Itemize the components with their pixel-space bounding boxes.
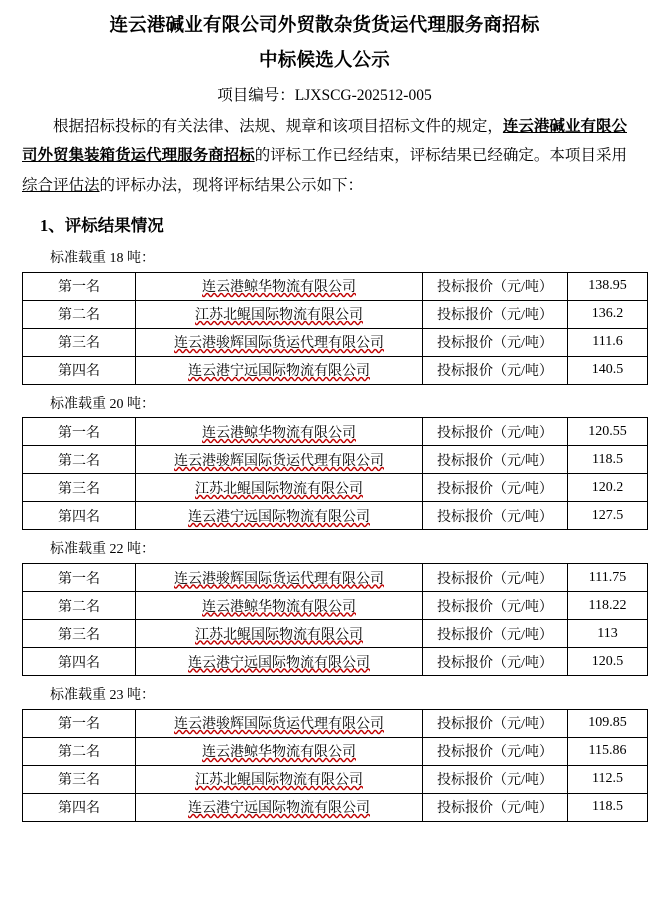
intro-text-emphasis1: 连云港碱业有限公司外贸集装箱货运代理服务商招标 bbox=[22, 117, 627, 165]
rank-cell: 第一名 bbox=[23, 709, 136, 737]
result-group bbox=[22, 395, 627, 531]
company-cell: 江苏北鲲国际物流有限公司 bbox=[136, 300, 423, 328]
result-group bbox=[22, 686, 627, 822]
intro-paragraph bbox=[22, 112, 627, 201]
group-label: 标准载重 22 吨： bbox=[50, 542, 155, 558]
company-cell: 连云港宁远国际物流有限公司 bbox=[136, 793, 423, 821]
table-row bbox=[23, 564, 648, 592]
rank-cell: 第一名 bbox=[23, 418, 136, 446]
page-subtitle: 中标候选人公示 bbox=[259, 50, 390, 71]
metric-cell: 投标报价（元/吨） bbox=[423, 620, 568, 648]
metric-cell: 投标报价（元/吨） bbox=[423, 328, 568, 356]
price-cell: 120.5 bbox=[568, 648, 648, 676]
results-table bbox=[22, 563, 648, 676]
metric-cell: 投标报价（元/吨） bbox=[423, 709, 568, 737]
price-cell: 136.2 bbox=[568, 300, 648, 328]
table-row bbox=[23, 709, 648, 737]
table-row bbox=[23, 300, 648, 328]
price-cell: 109.85 bbox=[568, 709, 648, 737]
metric-cell: 投标报价（元/吨） bbox=[423, 737, 568, 765]
table-row bbox=[23, 446, 648, 474]
price-cell: 113 bbox=[568, 620, 648, 648]
metric-cell: 投标报价（元/吨） bbox=[423, 564, 568, 592]
rank-cell: 第三名 bbox=[23, 765, 136, 793]
rank-cell: 第四名 bbox=[23, 648, 136, 676]
table-row bbox=[23, 793, 648, 821]
intro-text-part3: 的评标办法，现将评标结果公示如下： bbox=[99, 177, 364, 195]
table-row bbox=[23, 620, 648, 648]
price-cell: 120.2 bbox=[568, 474, 648, 502]
metric-cell: 投标报价（元/吨） bbox=[423, 356, 568, 384]
metric-cell: 投标报价（元/吨） bbox=[423, 502, 568, 530]
company-cell: 连云港宁远国际物流有限公司 bbox=[136, 502, 423, 530]
company-cell: 江苏北鲲国际物流有限公司 bbox=[136, 765, 423, 793]
rank-cell: 第三名 bbox=[23, 620, 136, 648]
rank-cell: 第一名 bbox=[23, 272, 136, 300]
table-row bbox=[23, 737, 648, 765]
result-group bbox=[22, 249, 627, 385]
metric-cell: 投标报价（元/吨） bbox=[423, 648, 568, 676]
rank-cell: 第二名 bbox=[23, 300, 136, 328]
table-row bbox=[23, 502, 648, 530]
price-cell: 115.86 bbox=[568, 737, 648, 765]
intro-text-part1: 根据招标投标的有关法律、法规、规章和该项目招标文件的规定， bbox=[53, 117, 503, 135]
price-cell: 140.5 bbox=[568, 356, 648, 384]
company-cell: 连云港宁远国际物流有限公司 bbox=[136, 356, 423, 384]
price-cell: 118.5 bbox=[568, 793, 648, 821]
price-cell: 138.95 bbox=[568, 272, 648, 300]
company-cell: 连云港骏辉国际货运代理有限公司 bbox=[136, 564, 423, 592]
page-title: 连云港碱业有限公司外贸散杂货货运代理服务商招标 bbox=[109, 16, 540, 36]
company-cell: 连云港鲸华物流有限公司 bbox=[136, 418, 423, 446]
group-label: 标准载重 18 吨： bbox=[50, 251, 155, 267]
group-label: 标准载重 20 吨： bbox=[50, 396, 155, 412]
price-cell: 111.6 bbox=[568, 328, 648, 356]
price-cell: 127.5 bbox=[568, 502, 648, 530]
results-table bbox=[22, 272, 648, 385]
rank-cell: 第四名 bbox=[23, 502, 136, 530]
table-row bbox=[23, 474, 648, 502]
result-group bbox=[22, 540, 627, 676]
table-row bbox=[23, 648, 648, 676]
company-cell: 连云港鲸华物流有限公司 bbox=[136, 737, 423, 765]
metric-cell: 投标报价（元/吨） bbox=[423, 592, 568, 620]
results-table bbox=[22, 417, 648, 530]
price-cell: 120.55 bbox=[568, 418, 648, 446]
metric-cell: 投标报价（元/吨） bbox=[423, 272, 568, 300]
metric-cell: 投标报价（元/吨） bbox=[423, 474, 568, 502]
table-row bbox=[23, 592, 648, 620]
company-cell: 连云港骏辉国际货运代理有限公司 bbox=[136, 328, 423, 356]
metric-cell: 投标报价（元/吨） bbox=[423, 300, 568, 328]
rank-cell: 第四名 bbox=[23, 793, 136, 821]
metric-cell: 投标报价（元/吨） bbox=[423, 765, 568, 793]
intro-text-emphasis2: 综合评估法 bbox=[22, 177, 100, 195]
price-cell: 118.22 bbox=[568, 592, 648, 620]
metric-cell: 投标报价（元/吨） bbox=[423, 446, 568, 474]
company-cell: 连云港鲸华物流有限公司 bbox=[136, 592, 423, 620]
company-cell: 连云港骏辉国际货运代理有限公司 bbox=[136, 446, 423, 474]
company-cell: 连云港宁远国际物流有限公司 bbox=[136, 648, 423, 676]
table-row bbox=[23, 272, 648, 300]
company-cell: 江苏北鲲国际物流有限公司 bbox=[136, 474, 423, 502]
rank-cell: 第二名 bbox=[23, 737, 136, 765]
rank-cell: 第四名 bbox=[23, 356, 136, 384]
metric-cell: 投标报价（元/吨） bbox=[423, 418, 568, 446]
rank-cell: 第三名 bbox=[23, 474, 136, 502]
table-row bbox=[23, 765, 648, 793]
group-label: 标准载重 23 吨： bbox=[50, 688, 155, 704]
company-cell: 连云港骏辉国际货运代理有限公司 bbox=[136, 709, 423, 737]
price-cell: 118.5 bbox=[568, 446, 648, 474]
intro-text-part2: 的评标工作已经结束，评标结果已经确定。本项目采用 bbox=[254, 147, 627, 165]
table-row bbox=[23, 328, 648, 356]
company-cell: 江苏北鲲国际物流有限公司 bbox=[136, 620, 423, 648]
project-number: 项目编号：LJXSCG-202512-005 bbox=[217, 87, 432, 105]
section-heading-1: 1、评标结果情况 bbox=[40, 215, 164, 235]
rank-cell: 第二名 bbox=[23, 592, 136, 620]
price-cell: 111.75 bbox=[568, 564, 648, 592]
company-cell: 连云港鲸华物流有限公司 bbox=[136, 272, 423, 300]
table-row bbox=[23, 418, 648, 446]
rank-cell: 第二名 bbox=[23, 446, 136, 474]
rank-cell: 第一名 bbox=[23, 564, 136, 592]
results-table bbox=[22, 709, 648, 822]
rank-cell: 第三名 bbox=[23, 328, 136, 356]
table-row bbox=[23, 356, 648, 384]
price-cell: 112.5 bbox=[568, 765, 648, 793]
metric-cell: 投标报价（元/吨） bbox=[423, 793, 568, 821]
